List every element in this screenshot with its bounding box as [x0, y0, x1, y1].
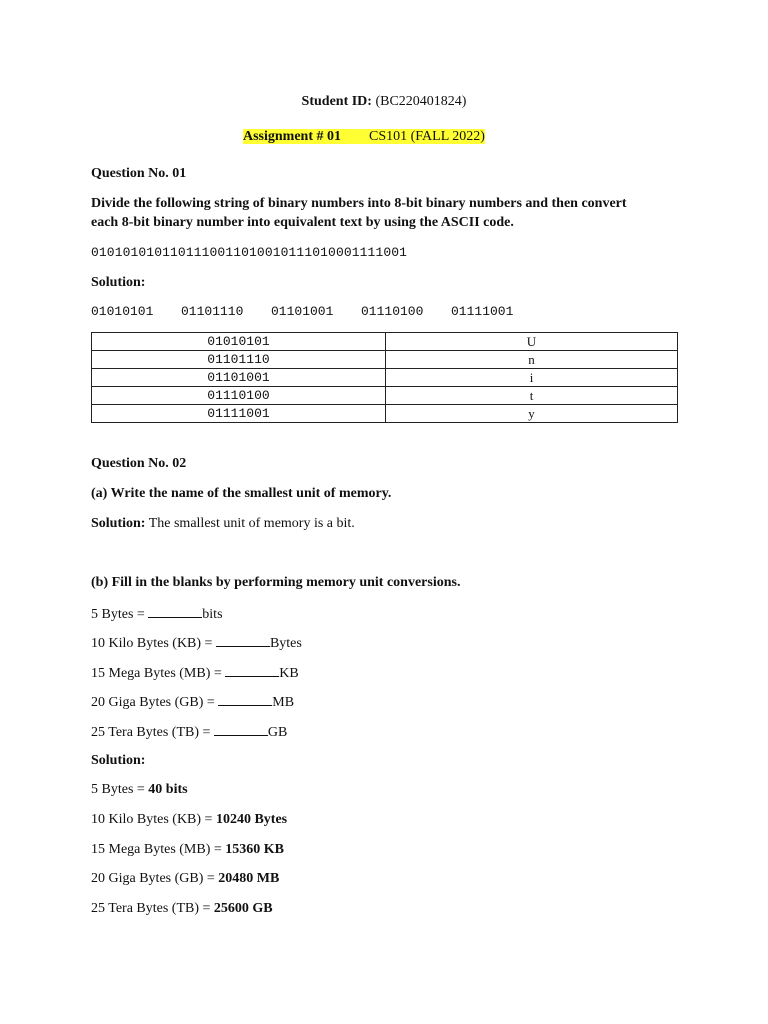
- blank-line: [91, 605, 223, 623]
- blank-prefix: 10 Kilo Bytes (KB) =: [91, 636, 216, 651]
- answer-value: 15360 KB: [225, 842, 285, 857]
- course-label: CS101 (FALL 2022): [369, 129, 485, 144]
- answer-prefix: 5 Bytes =: [91, 782, 149, 797]
- binary-cell: 01101110: [92, 351, 386, 369]
- char-cell: i: [386, 369, 678, 387]
- binary-chunk: 01010101: [91, 304, 154, 319]
- answer-prefix: 25 Tera Bytes (TB) =: [91, 901, 214, 916]
- answer-line: [91, 782, 188, 798]
- answer-value: 40 bits: [148, 782, 188, 797]
- blank-prefix: 25 Tera Bytes (TB) =: [91, 725, 214, 740]
- blank-line: [91, 723, 287, 741]
- blank-unit: GB: [267, 725, 288, 740]
- answer-line: [91, 842, 284, 858]
- blank-unit: KB: [279, 666, 299, 681]
- question-2-part-b: (b) Fill in the blanks by performing memory unit conversions.: [91, 575, 461, 590]
- blank-unit: bits: [202, 607, 223, 622]
- binary-chunk: 01110100: [361, 304, 424, 319]
- question-1-solution-label: Solution:: [91, 275, 146, 290]
- binary-cell: 01101001: [92, 369, 386, 387]
- table-row: [92, 387, 678, 405]
- student-id-label: Student ID:: [301, 94, 372, 109]
- blank-unit: MB: [272, 695, 295, 710]
- blank-line: [91, 693, 294, 711]
- question-2-solution-label: Solution:: [91, 516, 146, 531]
- ascii-conversion-table: [91, 332, 678, 423]
- answer-a-text: The smallest unit of memory is a bit.: [148, 516, 355, 531]
- blank-underline: [216, 634, 270, 647]
- question-2-title: Question No. 02: [91, 456, 187, 471]
- answer-line: [91, 812, 287, 828]
- blank-underline: [214, 723, 268, 736]
- assignment-label: Assignment # 01: [243, 129, 369, 144]
- student-id-line: [0, 94, 768, 110]
- binary-chunk: 01101001: [271, 304, 334, 319]
- answer-line: [91, 871, 279, 887]
- question-1-title: Question No. 01: [91, 166, 187, 181]
- char-cell: U: [386, 333, 678, 351]
- student-id-value: (BC220401824): [375, 94, 467, 109]
- binary-chunk: 01101110: [181, 304, 244, 319]
- table-row: [92, 369, 678, 387]
- answer-prefix: 15 Mega Bytes (MB) =: [91, 842, 226, 857]
- blank-line: [91, 634, 302, 652]
- char-cell: n: [386, 351, 678, 369]
- assignment-line: [243, 129, 485, 145]
- answer-value: 25600 GB: [213, 901, 273, 916]
- question-1-prompt-line-1: Divide the following string of binary numbers into 8-bit binary numbers and then convert: [91, 196, 627, 211]
- question-1-prompt-line-2: each 8-bit binary number into equivalent text by using the ASCII code.: [91, 215, 514, 230]
- char-cell: t: [386, 387, 678, 405]
- answer-value: 20480 MB: [218, 871, 280, 886]
- blank-underline: [225, 664, 279, 677]
- blank-prefix: 20 Giga Bytes (GB) =: [91, 695, 219, 710]
- char-cell: y: [386, 405, 678, 423]
- question-2-answer-a-line: [91, 516, 355, 532]
- table-row: [92, 351, 678, 369]
- binary-chunk: 01111001: [451, 304, 514, 319]
- answer-prefix: 10 Kilo Bytes (KB) =: [91, 812, 216, 827]
- answer-line: [91, 901, 273, 917]
- binary-string: 0101010101101110011010010111010001111001: [91, 245, 408, 260]
- table-row: [92, 333, 678, 351]
- binary-cell: 01111001: [92, 405, 386, 423]
- answer-prefix: 20 Giga Bytes (GB) =: [91, 871, 219, 886]
- blank-line: [91, 664, 299, 682]
- blank-underline: [148, 605, 202, 618]
- answer-value: 10240 Bytes: [215, 812, 288, 827]
- binary-cell: 01110100: [92, 387, 386, 405]
- blank-underline: [218, 693, 272, 706]
- binary-cell: 01010101: [92, 333, 386, 351]
- question-2-part-a: (a) Write the name of the smallest unit of memory.: [91, 486, 392, 501]
- blank-prefix: 15 Mega Bytes (MB) =: [91, 666, 226, 681]
- blank-prefix: 5 Bytes =: [91, 607, 149, 622]
- table-row: [92, 405, 678, 423]
- question-2b-solution-label: Solution:: [91, 753, 146, 768]
- blank-unit: Bytes: [269, 636, 302, 651]
